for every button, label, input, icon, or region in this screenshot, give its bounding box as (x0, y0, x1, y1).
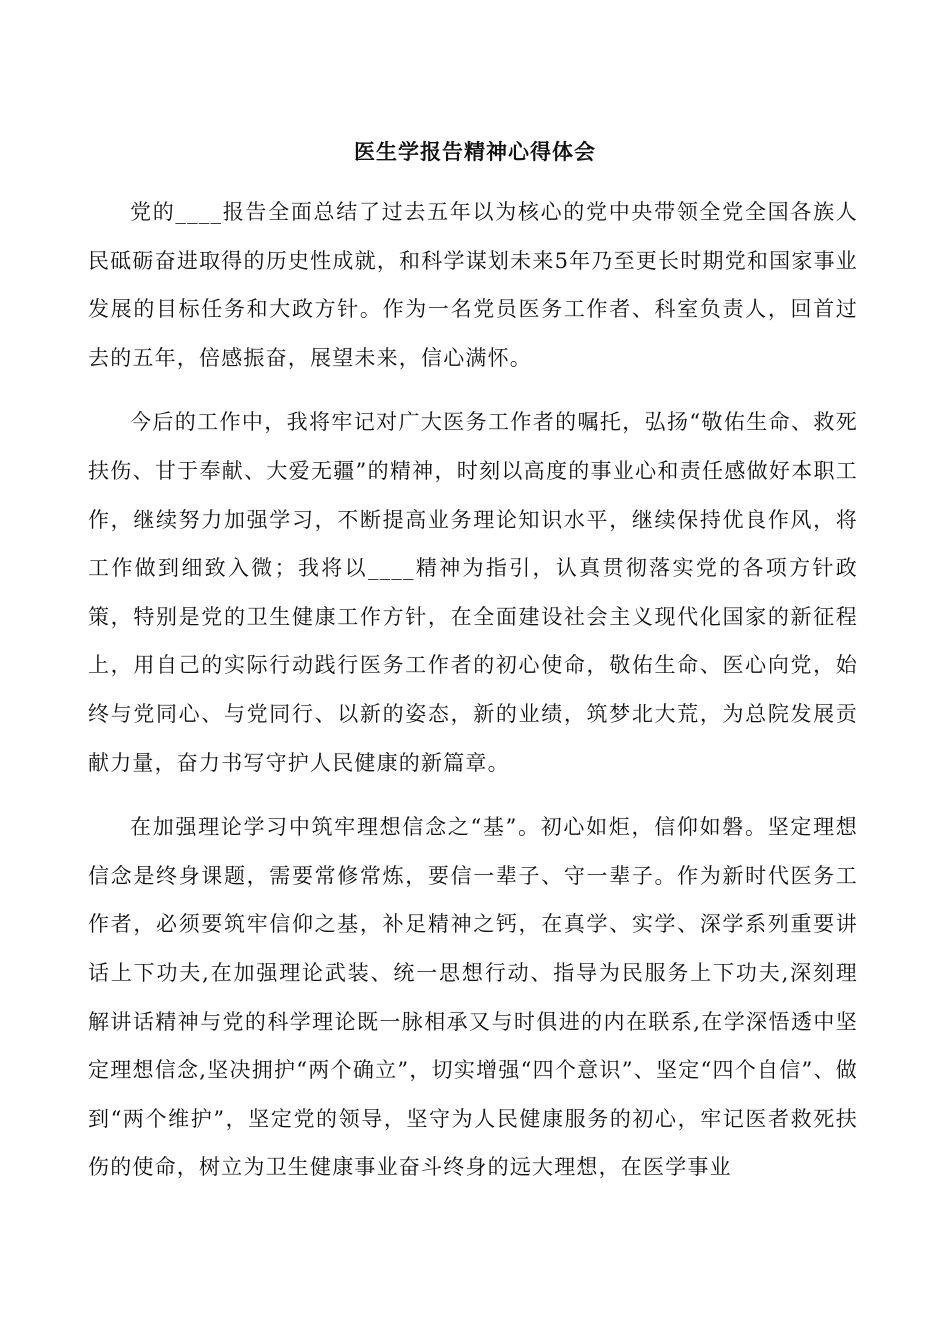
paragraph-2: 今后的工作中，我将牢记对广大医务工作者的嘱托，弘扬“敬佑生命、救死扶伤、甘于奉献、大爱无疆”的精神，时刻以高度的事业心和责任感做好本职工作，继续努力加强学习，不断提高业务理论知识水平，继续保持优良作风，将工作做到细致入微；我将以____精神为指引，认真贯彻落实党的各项方针政策，特别是党的卫生健康工作方针，在全面建设社会主义现代化国家的新征程上，用自己的实际行动践行医务工作者的初心使命，敬佑生命、医心向党，始终与党同心、与党同行、以新的姿态，新的业绩，筑梦北大荒，为总院发展贡献力量，奋力书写守护人民健康的新篇章。 (88, 410, 858, 775)
paragraph-3: 在加强理论学习中筑牢理想信念之“基”。初心如炬，信仰如磐。坚定理想信念是终身课题，需要常修常炼，要信一辈子、守一辈子。作为新时代医务工作者，必须要筑牢信仰之基，补足精神之钙，在真学、实学、深学系列重要讲话上下功夫,在加强理论武装、统一思想行动、指导为民服务上下功夫,深刻理解讲话精神与党的科学理论既一脉相承又与时俱进的内在联系,在学深悟透中坚定理想信念,坚决拥护“两个确立”，切实增强“四个意识”、坚定“四个自信”、做到“两个维护”，坚定党的领导，坚守为人民健康服务的初心，牢记医者救死扶伤的使命，树立为卫生健康事业奋斗终身的远大理想，在医学事业 (88, 815, 858, 1180)
document-title: 医生学报告精神心得体会 (354, 139, 596, 164)
paragraph-1: 党的____报告全面总结了过去五年以为核心的党中央带领全党全国各族人民砥砺奋进取得的历史性成就，和科学谋划未来5年乃至更长时期党和国家事业发展的目标任务和大政方针。作为一名党员医务工作者、科室负责人，回首过去的五年，倍感振奋，展望未来，信心满怀。 (88, 200, 858, 370)
document-body (88, 188, 858, 1208)
